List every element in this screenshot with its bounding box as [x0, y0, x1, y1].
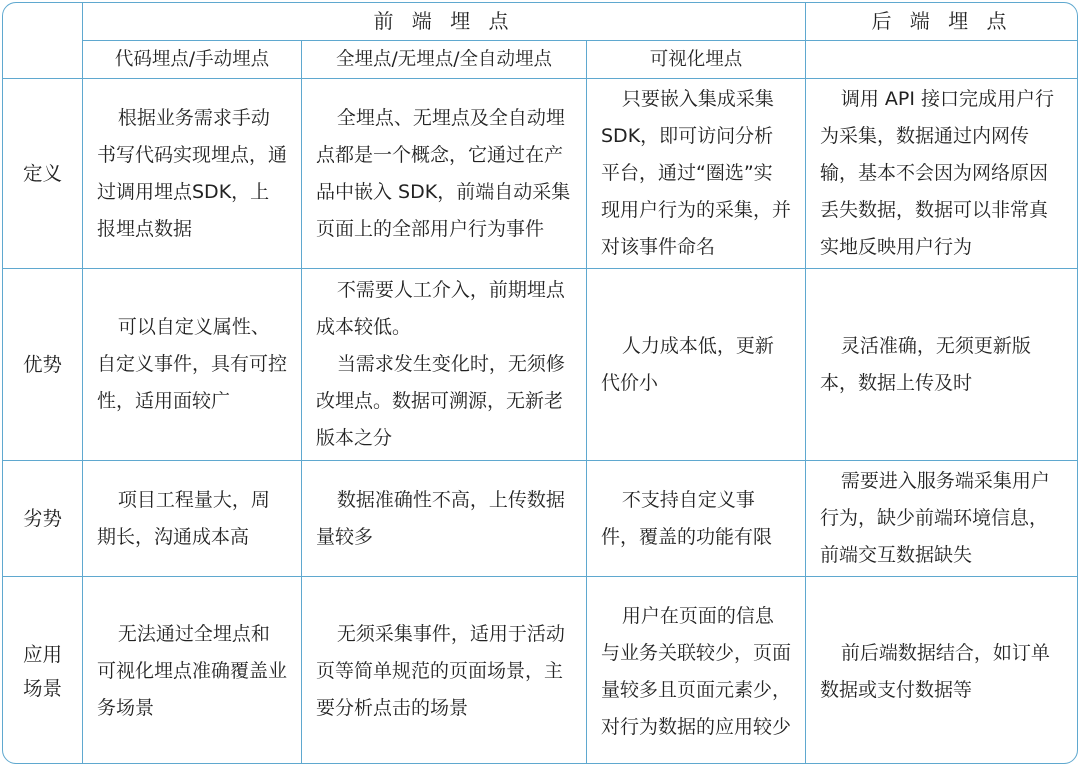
cell-paragraph: 无须采集事件，适用于活动页等简单规范的页面场景，主要分析点击的场景: [316, 623, 565, 719]
comparison-table-frame: [2, 2, 1078, 764]
cell-paragraph: 不支持自定义事件，覆盖的功能有限: [601, 488, 773, 548]
frontend-group-header: 前 端 埋 点: [83, 3, 806, 41]
row-label: 劣势: [3, 461, 83, 577]
cell-paragraph: 当需求发生变化时，无须修改埋点。数据可溯源，无新老版本之分: [316, 353, 565, 449]
comparison-table: [2, 2, 1078, 764]
backend-group-header: 后 端 埋 点: [806, 3, 1079, 41]
table-cell: [806, 269, 1079, 461]
cell-paragraph: 可以自定义属性、自定义事件，具有可控性，适用面较广: [97, 316, 288, 412]
cell-paragraph: 数据准确性不高，上传数据量较多: [316, 488, 565, 548]
table-row: [3, 577, 1079, 765]
cell-paragraph: 人力成本低，更新代价小: [601, 334, 774, 394]
row-label: 优势: [3, 269, 83, 461]
table-cell: [806, 461, 1079, 577]
table-cell: [806, 577, 1079, 765]
table-row: [3, 269, 1079, 461]
table-cell: [587, 577, 806, 765]
cell-paragraph: 调用 API 接口完成用户行为采集，数据通过内网传输，基本不会因为网络原因丢失数据，数据可以非常真实地反映用户行为: [820, 88, 1055, 258]
column-header-row: [3, 41, 1079, 79]
row-label: 定义: [3, 79, 83, 269]
column-header-backend: [806, 41, 1079, 79]
table-cell: [302, 269, 587, 461]
column-header-full: 全埋点/无埋点/全自动埋点: [302, 41, 587, 79]
column-header-code: 代码埋点/手动埋点: [83, 41, 302, 79]
cell-paragraph: 前后端数据结合，如订单数据或支付数据等: [820, 641, 1050, 701]
cell-paragraph: 不需要人工介入，前期埋点成本较低。: [316, 279, 565, 338]
cell-paragraph: 灵活准确，无须更新版本，数据上传及时: [820, 334, 1031, 394]
table-cell: [83, 461, 302, 577]
table-cell: [806, 79, 1079, 269]
column-header-visual: 可视化埋点: [587, 41, 806, 79]
table-cell: [83, 269, 302, 461]
cell-paragraph: 全埋点、无埋点及全自动埋点都是一个概念，它通过在产品中嵌入 SDK，前端自动采集页面上的全部用户行为事件: [316, 106, 571, 240]
cell-paragraph: 只要嵌入集成采集SDK，即可访问分析平台，通过“圈选”实现用户行为的采集，并对该事件命名: [601, 88, 792, 258]
table-cell: [83, 577, 302, 765]
cell-paragraph: 需要进入服务端采集用户行为，缺少前端环境信息，前端交互数据缺失: [820, 470, 1050, 566]
table-cell: [302, 79, 587, 269]
cell-paragraph: 用户在页面的信息与业务关联较少，页面量较多且页面元素少，对行为数据的应用较少: [601, 604, 792, 738]
table-cell: [83, 79, 302, 269]
cell-paragraph: 无法通过全埋点和可视化埋点准确覆盖业务场景: [97, 623, 288, 719]
group-header-row: [3, 3, 1079, 41]
table-cell: [587, 461, 806, 577]
table-body: [3, 79, 1079, 765]
table-row: [3, 461, 1079, 577]
table-cell: [302, 577, 587, 765]
table-row: [3, 79, 1079, 269]
corner-cell: [3, 3, 83, 79]
table-cell: [587, 79, 806, 269]
cell-paragraph: 根据业务需求手动书写代码实现埋点，通过调用埋点SDK，上报埋点数据: [97, 106, 288, 240]
table-cell: [587, 269, 806, 461]
table-cell: [302, 461, 587, 577]
cell-paragraph: 项目工程量大，周期长，沟通成本高: [97, 488, 270, 548]
row-label: 应用 场景: [3, 577, 83, 765]
